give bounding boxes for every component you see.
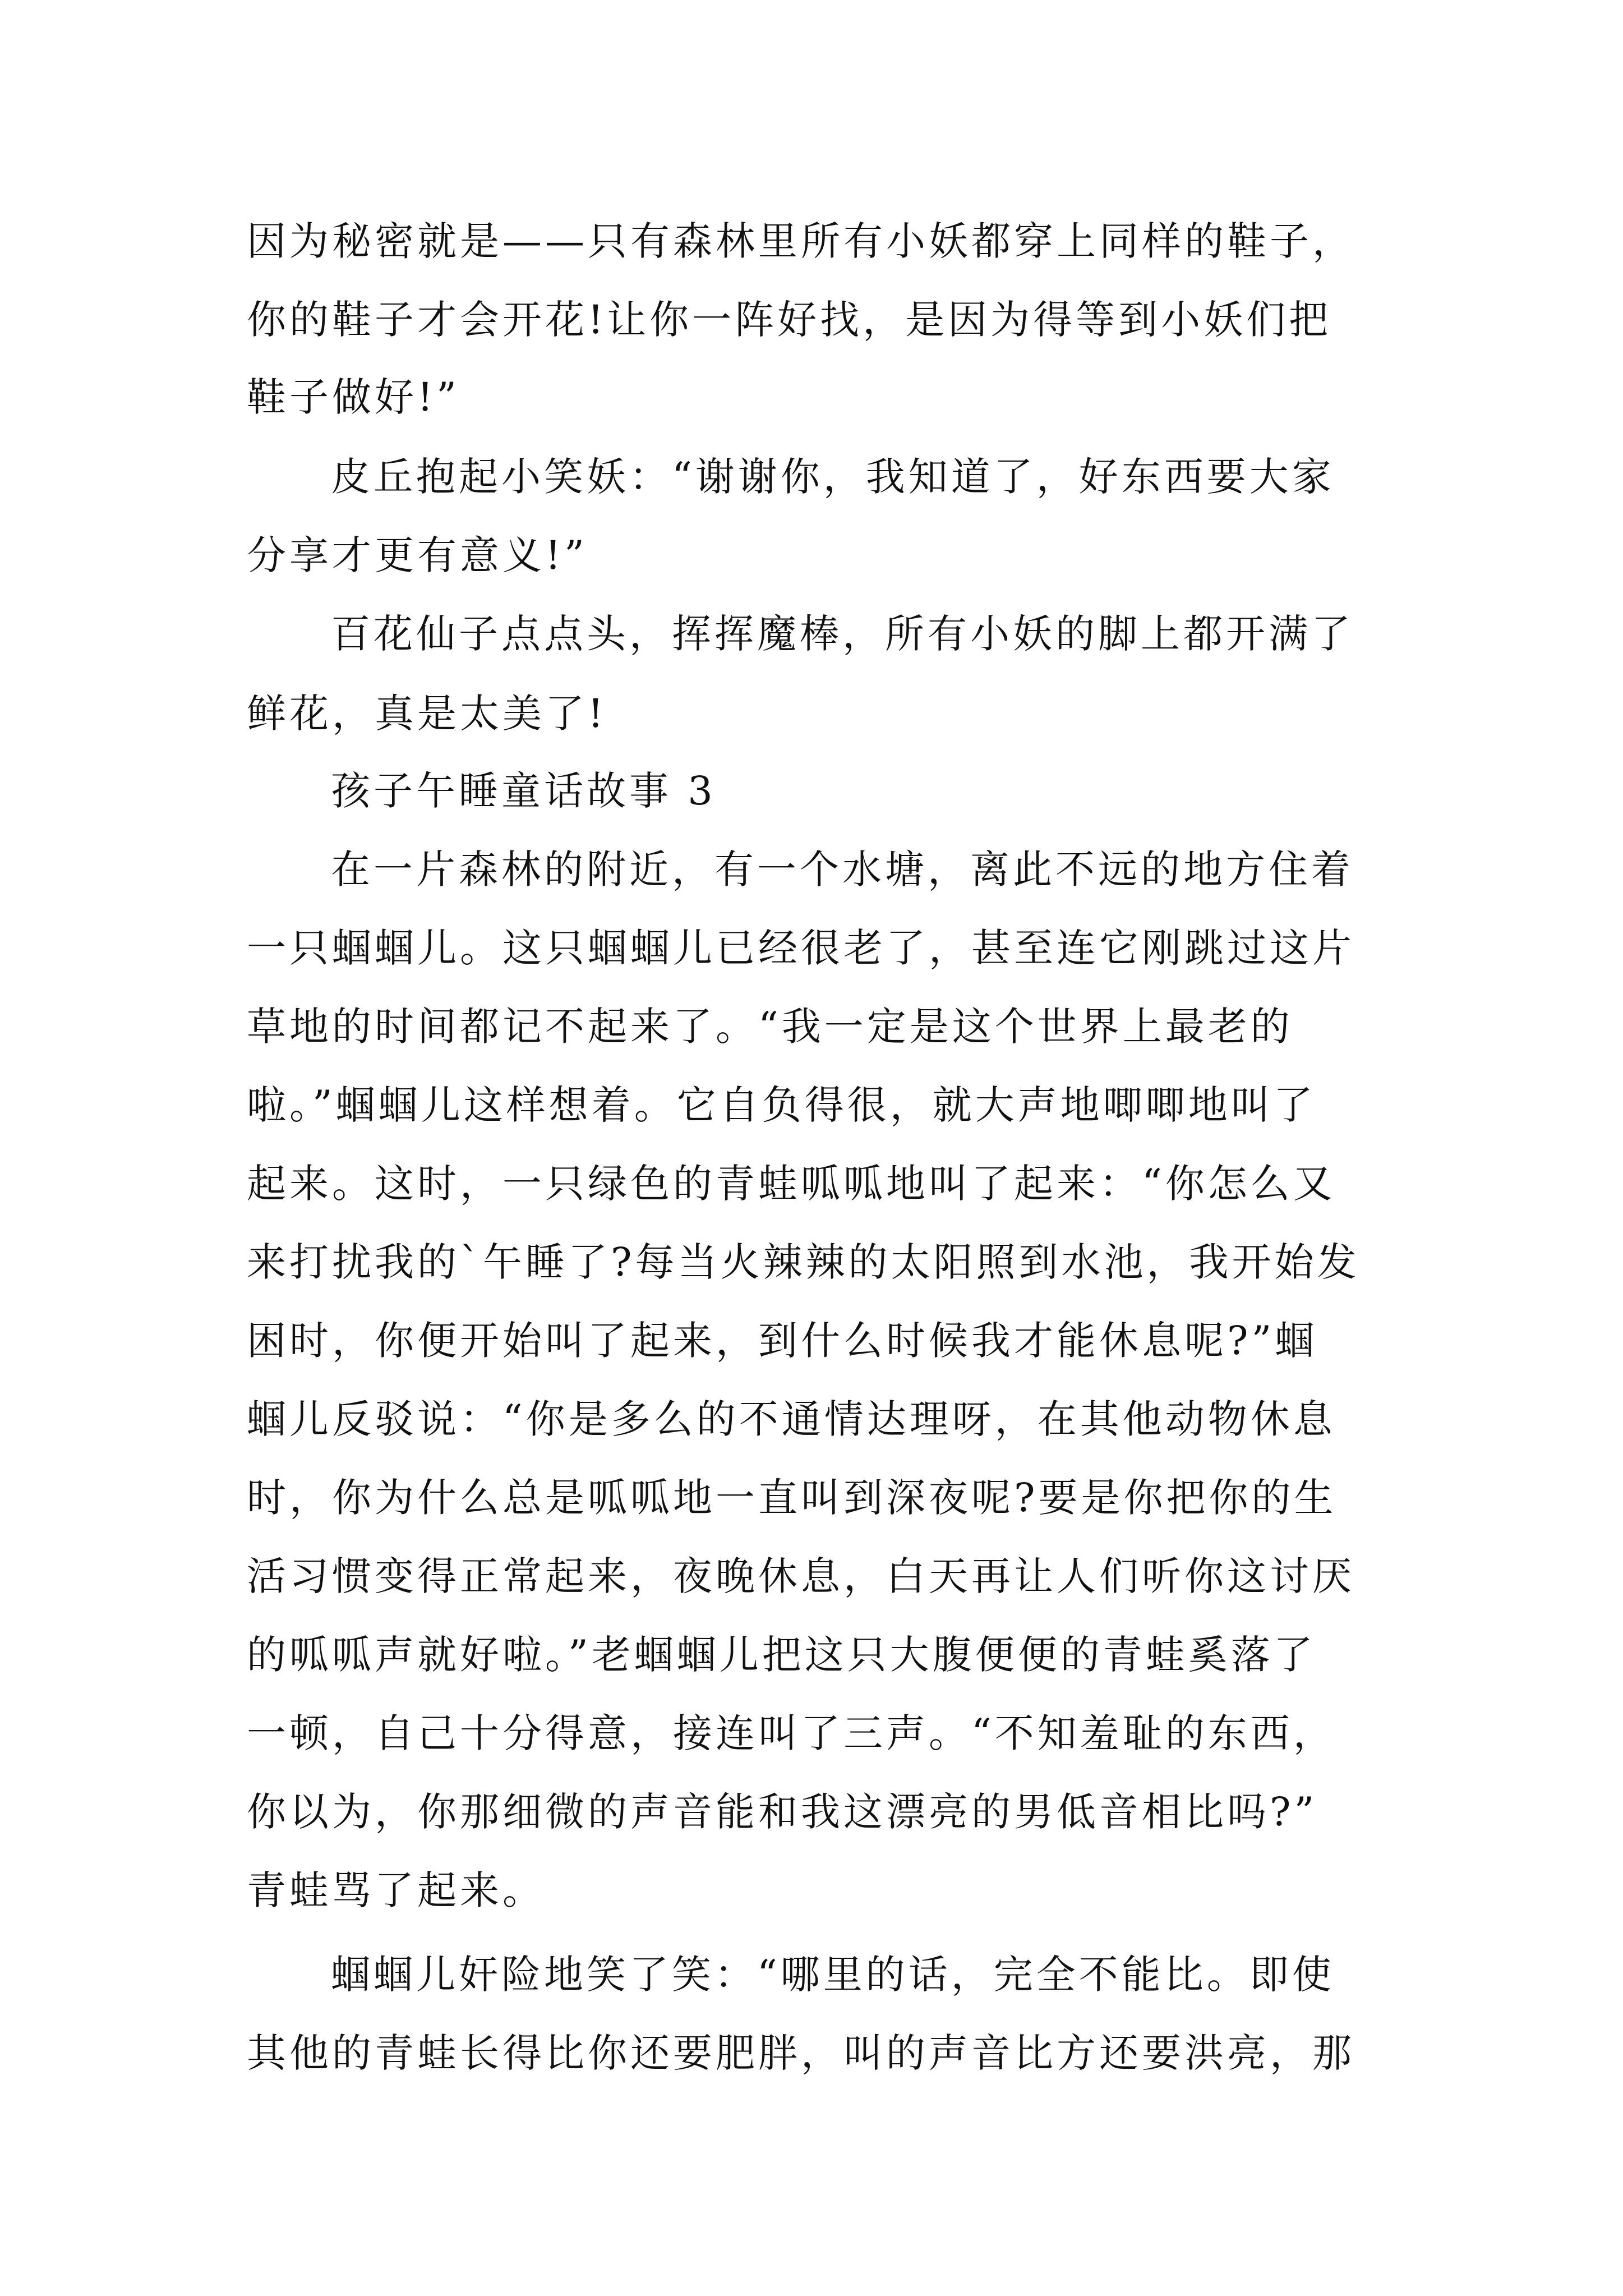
section-heading: 孩子午睡童话故事 3 — [331, 768, 716, 814]
text-line: 草地的时间都记不起来了。“我一定是这个世界上最老的 — [247, 1004, 1293, 1050]
text-line: 一只蝈蝈儿。这只蝈蝈儿已经很老了，甚至连它刚跳过这片 — [247, 925, 1355, 971]
text-line: 鞋子做好!” — [247, 374, 460, 420]
text-line: 啦。”蝈蝈儿这样想着。它自负得很，就大声地唧唧地叫了 — [247, 1082, 1316, 1128]
text-line: 活习惯变得正常起来，夜晚休息，白天再让人们听你这讨厌 — [247, 1553, 1355, 1599]
text-line: 一顿，自己十分得意，接连叫了三声。“不知羞耻的东西， — [247, 1710, 1336, 1756]
text-line: 因为秘密就是——只有森林里所有小妖都穿上同样的鞋子， — [247, 218, 1355, 264]
text-line: 你的鞋子才会开花!让你一阵好找，是因为得等到小妖们把 — [247, 297, 1332, 343]
text-line: 来打扰我的`午睡了?每当火辣辣的太阳照到水池，我开始发 — [247, 1239, 1360, 1285]
text-line: 皮丘抱起小笑妖：“谢谢你，我知道了，好东西要大家 — [331, 454, 1335, 500]
text-line: 时，你为什么总是呱呱地一直叫到深夜呢?要是你把你的生 — [247, 1475, 1337, 1521]
text-line: 你以为，你那细微的声音能和我这漂亮的男低音相比吗?” — [247, 1789, 1318, 1835]
text-line: 困时，你便开始叫了起来，到什么时候我才能休息呢?”蝈 — [247, 1318, 1318, 1364]
text-line: 蝈儿反驳说：“你是多么的不通情达理呀，在其他动物休息 — [247, 1396, 1336, 1442]
text-line: 分享才更有意义!” — [247, 532, 588, 578]
text-line: 鲜花，真是太美了! — [247, 691, 607, 737]
text-line: 青蛙骂了起来。 — [247, 1867, 545, 1913]
text-line: 的呱呱声就好啦。”老蝈蝈儿把这只大腹便便的青蛙奚落了 — [247, 1632, 1316, 1678]
text-line: 在一片森林的附近，有一个水塘，离此不远的地方住着 — [331, 846, 1354, 892]
text-line: 起来。这时，一只绿色的青蛙呱呱地叫了起来：“你怎么又 — [247, 1161, 1336, 1207]
text-line: 其他的青蛙长得比你还要肥胖，叫的声音比方还要洪亮，那 — [247, 2030, 1355, 2076]
text-line: 蝈蝈儿奸险地笑了笑：“哪里的话，完全不能比。即使 — [331, 1952, 1335, 1998]
text-line: 百花仙子点点头，挥挥魔棒，所有小妖的脚上都开满了 — [331, 611, 1354, 657]
